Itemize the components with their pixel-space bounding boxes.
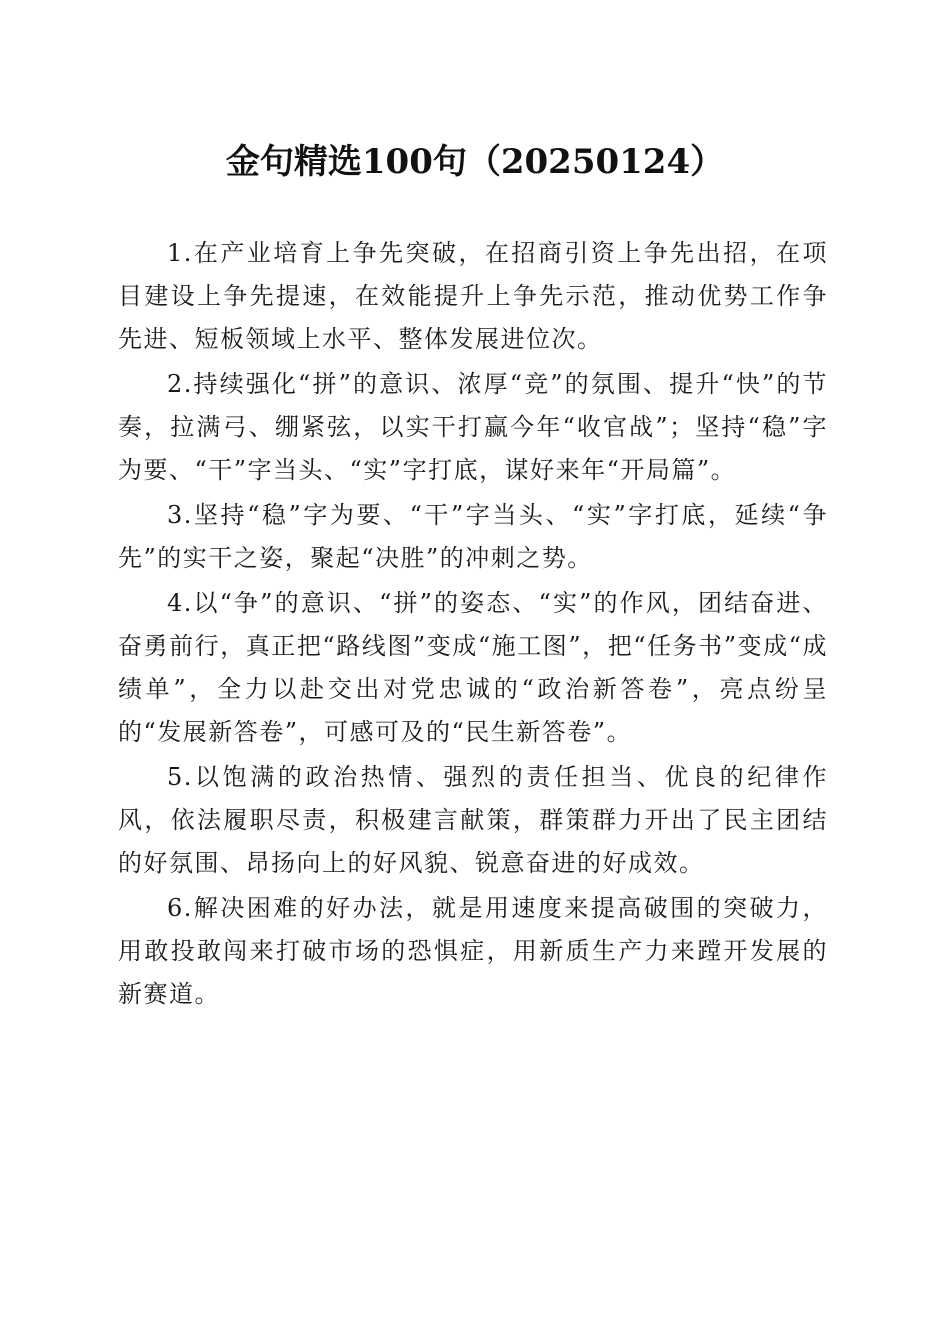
- paragraph-6: 6.解决困难的好办法，就是用速度来提高破围的突破力，用敢投敢闯来打破市场的恐惧症，用新质生产力来蹚开发展的新赛道。: [118, 894, 828, 1008]
- paragraph-2: 2.持续强化“拼”的意识、浓厚“竞”的氛围、提升“快”的节奏，拉满弓、绷紧弦，以实干打赢今年“收官战”；坚持“稳”字为要、“干”字当头、“实”字打底，谋好来年“开局篇”。: [118, 370, 828, 484]
- document-body: [118, 232, 828, 1018]
- paragraph-1: 1.在产业培育上争先突破，在招商引资上争先出招，在项目建设上争先提速，在效能提升上争先示范，推动优势工作争先进、短板领域上水平、整体发展进位次。: [118, 239, 828, 353]
- paragraph-5: 5.以饱满的政治热情、强烈的责任担当、优良的纪律作风，依法履职尽责，积极建言献策，群策群力开出了民主团结的好氛围、昂扬向上的好风貌、锐意奋进的好成效。: [118, 763, 828, 877]
- paragraph-3: 3.坚持“稳”字为要、“干”字当头、“实”字打底，延续“争先”的实干之姿，聚起“决胜”的冲刺之势。: [118, 501, 828, 572]
- document-title: 金句精选100句（20250124）: [225, 142, 725, 182]
- paragraph-4: 4.以“争”的意识、“拼”的姿态、“实”的作风，团结奋进、奋勇前行，真正把“路线图”变成“施工图”，把“任务书”变成“成绩单”，全力以赴交出对党忠诚的“政治新答卷”，亮点纷呈的“发展新答卷”，可感可及的“民生新答卷”。: [118, 589, 828, 746]
